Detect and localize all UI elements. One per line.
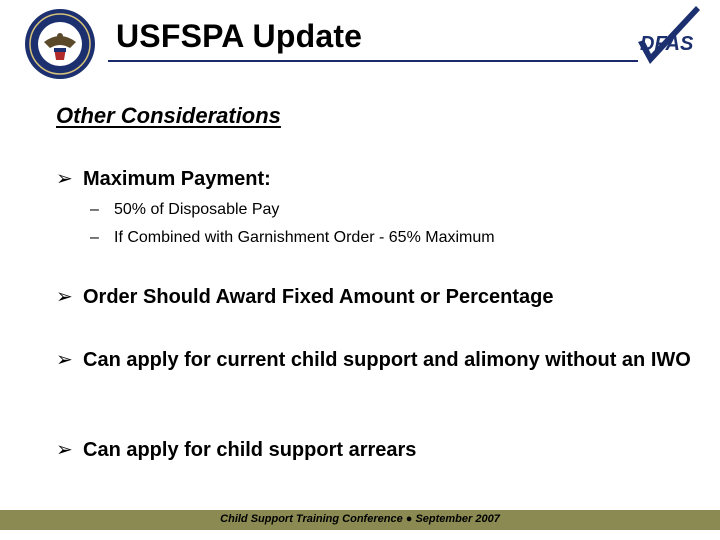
arrow-icon: ➢ [56,168,73,190]
title-divider [108,60,638,62]
bullet-text: Order Should Award Fixed Amount or Percentage [83,286,554,308]
dash-marker: – [90,201,99,218]
bullet-text: Can apply for current child support and alimony without an IWO [83,349,691,371]
dfas-logo-icon [634,4,704,76]
bullet-item [56,348,706,373]
bullet-text: Maximum Payment: [83,168,271,190]
arrow-icon: ➢ [56,439,73,461]
section-heading: Other Considerations [56,103,281,128]
sub-item [90,228,495,248]
dfas-logo-text: DFAS [640,33,694,55]
bullet-text: Can apply for child support arrears [83,439,417,461]
bullet-item [56,438,706,463]
arrow-icon: ➢ [56,349,73,371]
bullet-item [56,285,706,310]
footer-text: Child Support Training Conference ● September 2007 [220,513,500,525]
page-title: USFSPA Update [116,18,363,54]
bullet-item [56,167,706,192]
arrow-icon: ➢ [56,286,73,308]
sub-item-text: 50% of Disposable Pay [114,201,280,218]
dash-marker: – [90,229,99,246]
sub-item [90,200,279,220]
sub-item-text: If Combined with Garnishment Order - 65% Maximum [114,229,495,246]
department-of-defense-seal-icon [24,8,96,80]
